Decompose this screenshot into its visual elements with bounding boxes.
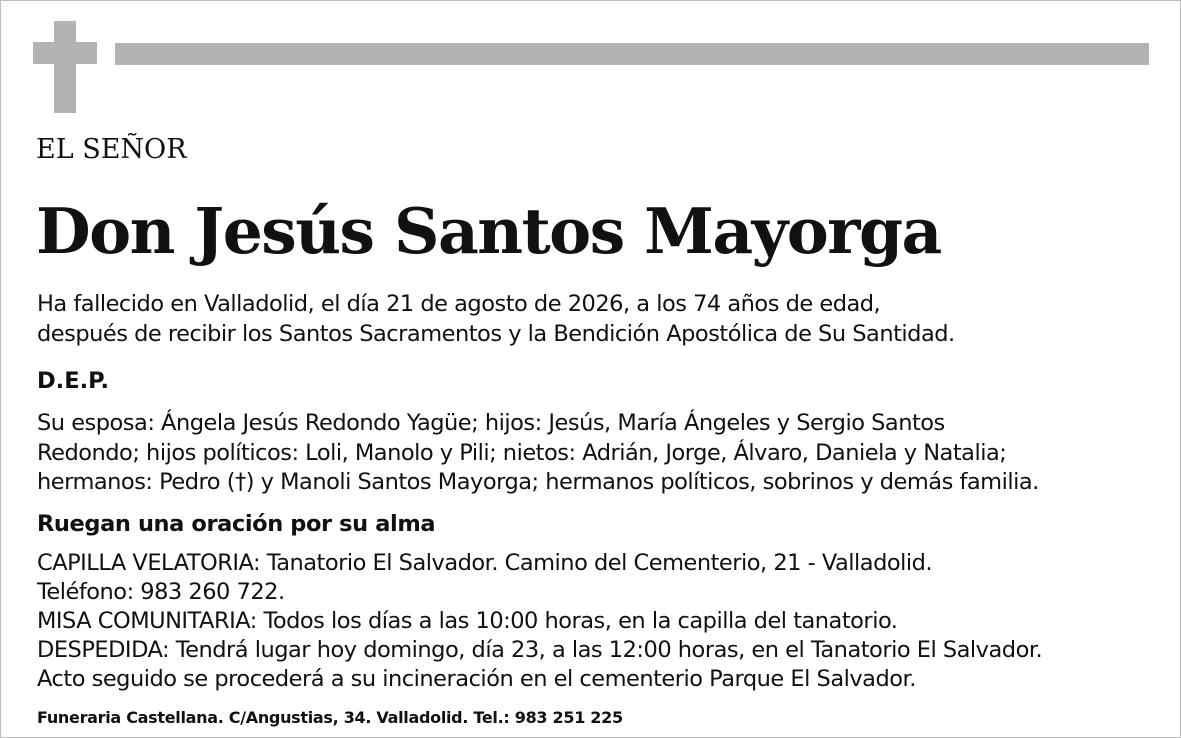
announcement-paragraph — [37, 290, 955, 349]
cremation-line: Acto seguido se procederá a su incineración en el cementerio Parque El Salvador. — [37, 666, 916, 692]
phone-line: Teléfono: 983 260 722. — [37, 579, 285, 605]
honorific: EL SEÑOR — [36, 134, 187, 165]
family-paragraph — [37, 409, 1039, 498]
family-line: Su esposa: Ángela Jesús Redondo Yagüe; hijos: Jesús, María Ángeles y Sergio Santos — [37, 410, 945, 436]
chapel-line: CAPILLA VELATORIA: Tanatorio El Salvador. Camino del Cementerio, 21 - Valladolid. — [37, 550, 933, 576]
mass-line: MISA COMUNITARIA: Todos los días a las 10:00 horas, en la capilla del tanatorio. — [37, 608, 898, 634]
farewell-line: DESPEDIDA: Tendrá lugar hoy domingo, día 23, a las 12:00 horas, en el Tanatorio El Salvador. — [37, 637, 1043, 663]
dep-label: D.E.P. — [37, 368, 110, 394]
header-rule — [115, 43, 1149, 65]
family-line: hermanos: Pedro (†) y Manoli Santos Mayorga; hermanos políticos, sobrinos y demás familia. — [37, 469, 1039, 495]
deceased-name: Don Jesús Santos Mayorga — [36, 194, 941, 268]
cross-vertical-bar — [54, 21, 76, 113]
cross-horizontal-bar — [33, 42, 97, 64]
details-paragraph — [37, 549, 1042, 694]
family-line: Redondo; hijos políticos: Loli, Manolo y Pili; nietos: Adrián, Jorge, Álvaro, Daniela y Natalia; — [37, 439, 1007, 466]
announcement-line: Ha fallecido en Valladolid, el día 21 de agosto de 2026, a los 74 años de edad, — [37, 291, 881, 317]
announcement-line: después de recibir los Santos Sacramentos y la Bendición Apostólica de Su Santidad. — [37, 320, 955, 347]
prayer-request: Ruegan una oración por su alma — [37, 511, 436, 537]
funeral-home-footer: Funeraria Castellana. C/Angustias, 34. Valladolid. Tel.: 983 251 225 — [37, 708, 623, 727]
